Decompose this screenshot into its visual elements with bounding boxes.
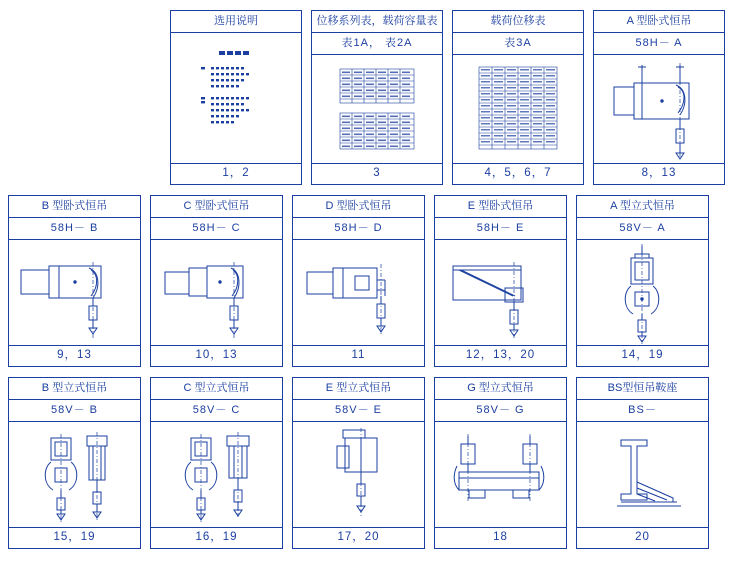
card-header: BS型恒吊鞍座 [577,378,708,400]
card-footer-pages: 1，2 [171,163,301,184]
card-subheader: 表3A [453,33,583,55]
card-type-e-vertical[interactable] [292,377,425,549]
card-subheader: 58V－ C [151,400,282,422]
card-footer-pages: 3 [312,163,442,184]
card-row-1 [0,0,731,185]
card-footer-pages: 18 [435,527,566,548]
card-footer-pages: 15，19 [9,527,140,548]
card-type-d-horizontal[interactable] [292,195,425,367]
card-graphic-hanger-b-h [9,240,140,345]
card-header: C 型卧式恒吊 [151,196,282,218]
card-graphic-tables [453,55,583,163]
card-type-g-vertical[interactable] [434,377,567,549]
card-subheader: 58H－ D [293,218,424,240]
card-header: A 型立式恒吊 [577,196,708,218]
card-subheader: 58V－ G [435,400,566,422]
card-type-a-vertical[interactable] [576,195,709,367]
card-footer-pages: 11 [293,345,424,366]
card-graphic-hanger-d-h [293,240,424,345]
card-header: B 型卧式恒吊 [9,196,140,218]
card-subheader: 58V－ B [9,400,140,422]
card-footer-pages: 17，20 [293,527,424,548]
card-header: 载荷位移表 [453,11,583,33]
card-header: D 型卧式恒吊 [293,196,424,218]
card-header: C 型立式恒吊 [151,378,282,400]
card-footer-pages: 9，13 [9,345,140,366]
card-header: E 型卧式恒吊 [435,196,566,218]
card-type-e-horizontal[interactable] [434,195,567,367]
card-footer-pages: 12，13，20 [435,345,566,366]
card-graphic-hanger-a-v [577,240,708,345]
card-type-b-horizontal[interactable] [8,195,141,367]
card-type-b-vertical[interactable] [8,377,141,549]
card-load-displacement-table[interactable] [452,10,584,185]
card-type-c-horizontal[interactable] [150,195,283,367]
card-graphic-hanger-a-h [594,55,724,163]
card-footer-pages: 14，19 [577,345,708,366]
card-graphic-text-block [171,33,301,163]
card-header: G 型立式恒吊 [435,378,566,400]
card-header: 位移系列表，载荷容量表 [312,11,442,33]
card-subheader: BS－ [577,400,708,422]
card-type-a-horizontal[interactable] [593,10,725,185]
card-subheader: 58H－ E [435,218,566,240]
card-footer-pages: 8，13 [594,163,724,184]
card-graphic-hanger-c-v [151,422,282,527]
card-footer-pages: 16，19 [151,527,282,548]
card-graphic-hanger-e-h [435,240,566,345]
card-row-3 [0,367,731,549]
card-header: 选用说明 [171,11,301,33]
card-subheader: 58V－ A [577,218,708,240]
card-selection-guide[interactable] [170,10,302,185]
card-type-c-vertical[interactable] [150,377,283,549]
card-footer-pages: 20 [577,527,708,548]
card-graphic-saddle-bs [577,422,708,527]
card-graphic-hanger-g-v [435,422,566,527]
card-bs-saddle[interactable] [576,377,709,549]
card-subheader: 58H－ A [594,33,724,55]
card-footer-pages: 4，5，6，7 [453,163,583,184]
card-graphic-hanger-e-v [293,422,424,527]
card-subheader: 58V－ E [293,400,424,422]
card-footer-pages: 10，13 [151,345,282,366]
card-graphic-hanger-c-h [151,240,282,345]
card-subheader: 表1A， 表2A [312,33,442,55]
card-header: B 型立式恒吊 [9,378,140,400]
card-header: E 型立式恒吊 [293,378,424,400]
card-displacement-series[interactable] [311,10,443,185]
card-subheader: 58H－ C [151,218,282,240]
card-row-2 [0,185,731,367]
card-header: A 型卧式恒吊 [594,11,724,33]
card-subheader: 58H－ B [9,218,140,240]
card-graphic-tables [312,55,442,163]
card-graphic-hanger-b-v [9,422,140,527]
